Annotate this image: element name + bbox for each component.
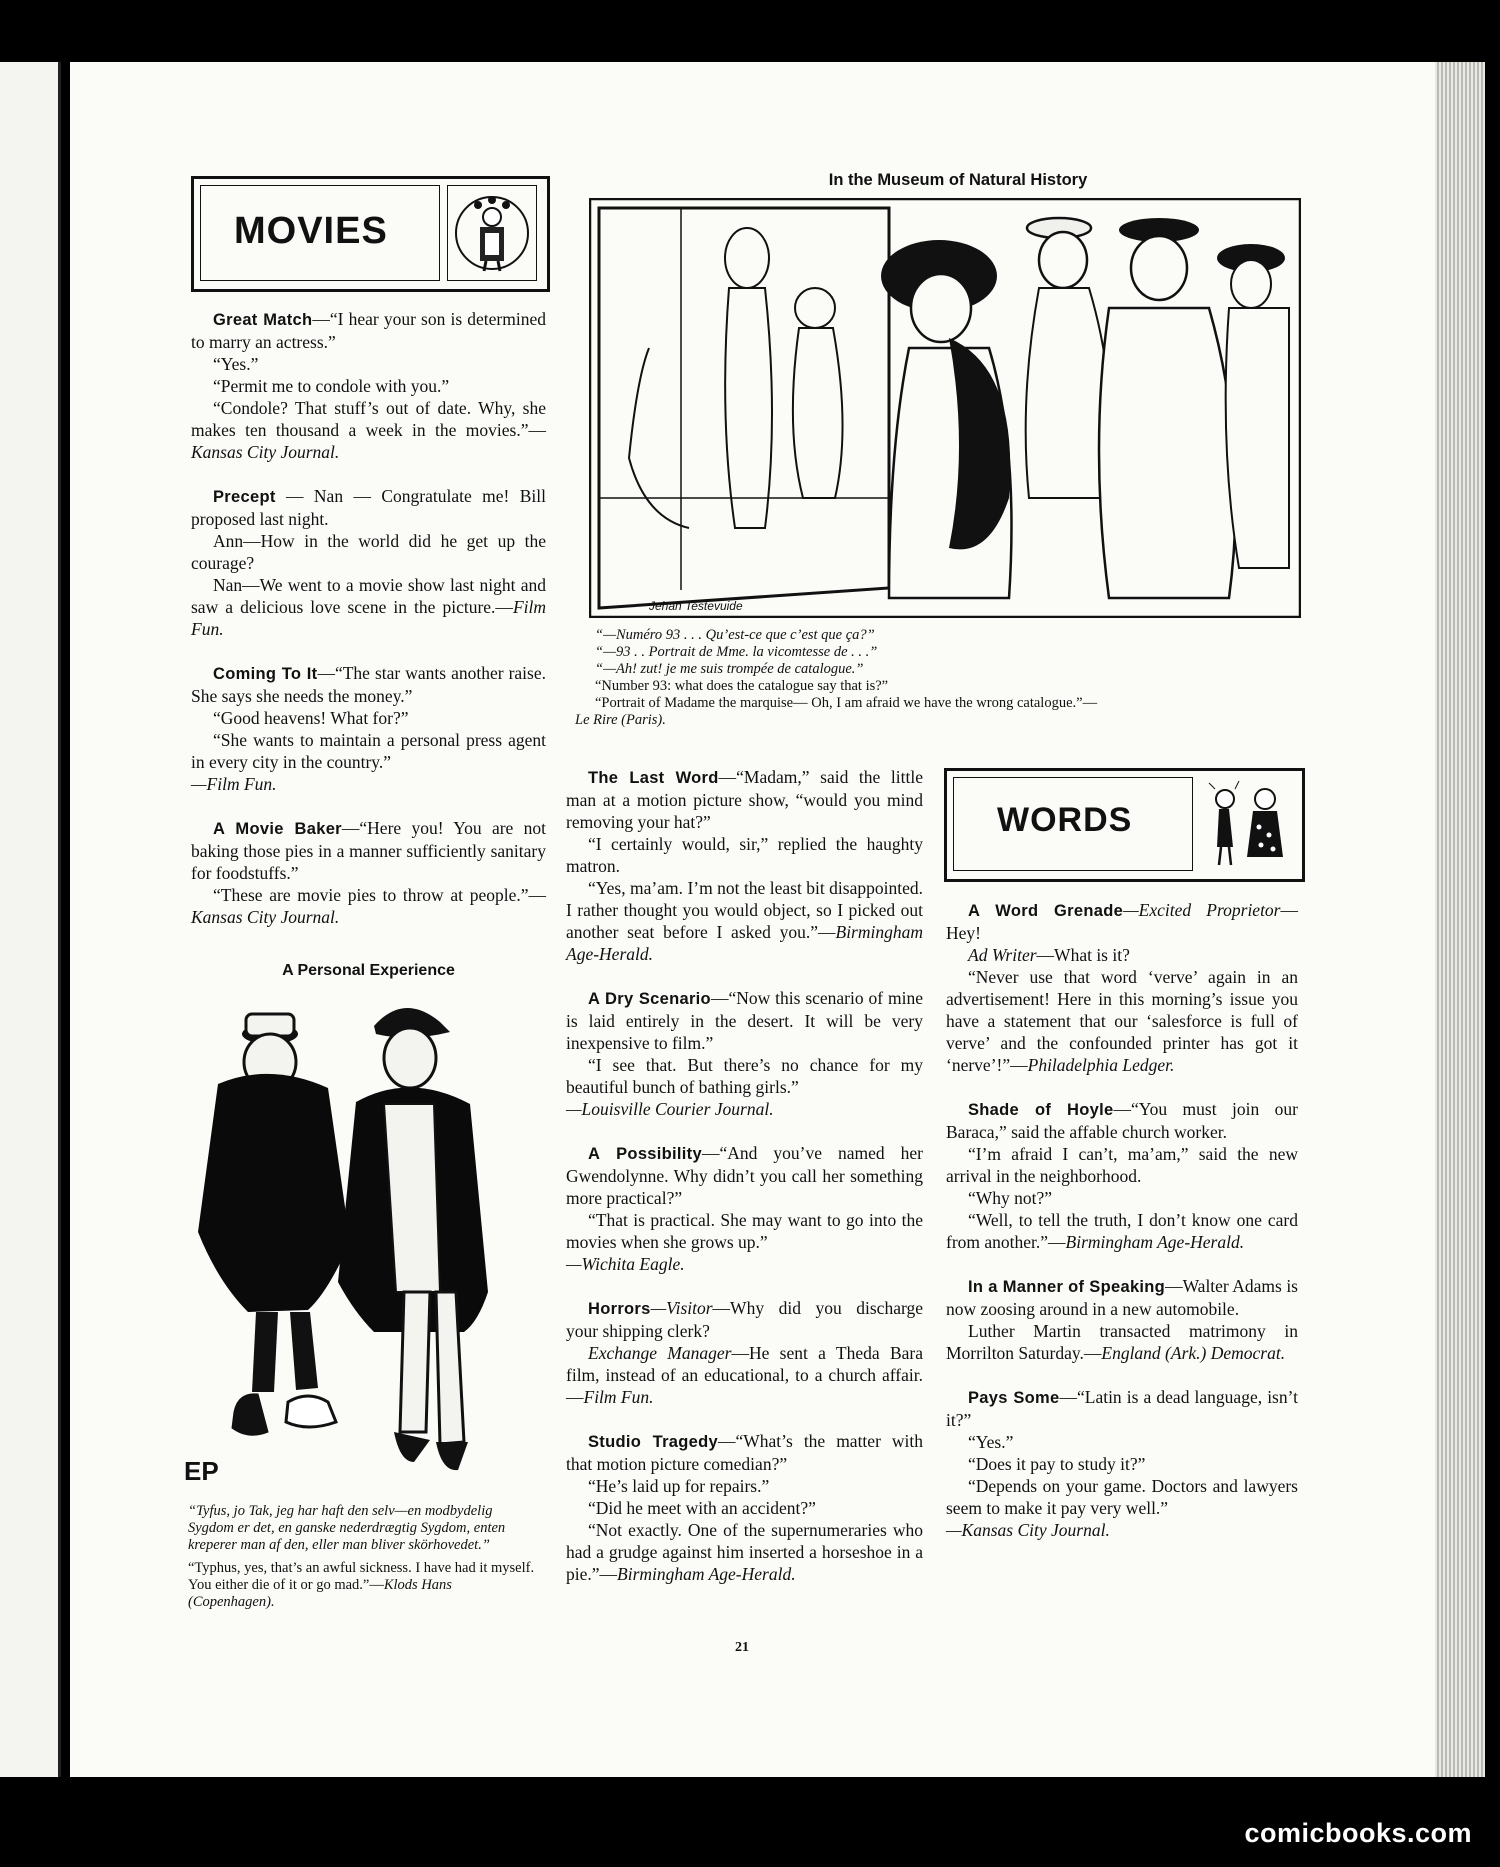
joke-pays-some: Pays Some—“Latin is a dead language, isn’t it?” “Yes.” “Does it pay to study it?” “Depends on your game. Doctors and lawyers seem to make it pay very well.” —Kansas City Journal. bbox=[946, 1387, 1298, 1540]
museum-caption: “—Numéro 93 . . . Qu’est-ce que c’est que ça?” “—93 . . Portrait de Mme. la vicomtesse de . . .” “—Ah! zut! je me suis trompée de catalogue.” “Number 93: what does the catalogue say that is?” “Portrait of Madame the marquise— Oh, I am afraid we have the wrong catalogue.”— Le Rire (Paris). bbox=[575, 627, 1098, 728]
movies-title: MOVIES bbox=[234, 210, 388, 252]
joke-coming-to-it: Coming To It—“The star wants another raise. She says she needs the money.” “Good heavens! What for?” “She wants to maintain a personal press agent in every city in the country.” —Film Fun. bbox=[191, 663, 546, 794]
joke-movie-baker: A Movie Baker—“Here you! You are not baking those pies in a manner sufficiently sanitary for foodstuffs.” “These are movie pies to throw at people.”—Kansas City Journal. bbox=[191, 818, 547, 927]
museum-cartoon-title: In the Museum of Natural History bbox=[828, 171, 1088, 189]
words-title: WORDS bbox=[997, 801, 1133, 839]
words-header-box bbox=[944, 768, 1305, 882]
museum-artist-signature: Jehan Testevuide bbox=[649, 599, 743, 613]
joke-last-word: The Last Word—“Madam,” said the little man at a motion picture show, “would you mind removing your hat?” “I certainly would, sir,” replied the haughty matron. “Yes, ma’am. I’m not the least bit disappointed. I rather thought you would object, so I picked out another seat before I asked you.”—Birmingham Age-Herald. bbox=[566, 767, 923, 964]
middle-column bbox=[566, 766, 923, 1607]
page-number: 21 bbox=[735, 1640, 749, 1655]
joke-studio-tragedy: Studio Tragedy—“What’s the matter with that motion picture comedian?” “He’s laid up for repairs.” “Did he meet with an accident?” “Not exactly. One of the supernumeraries who had a grudge against him inserted a horseshoe in a pie.”—Birmingham Age-Herald. bbox=[566, 1431, 923, 1584]
page-stack-edge bbox=[1435, 62, 1485, 1777]
museum-cartoon bbox=[589, 198, 1301, 618]
left-column bbox=[191, 308, 546, 942]
personal-experience-cartoon bbox=[178, 992, 553, 1492]
joke-possibility: A Possibility—“And you’ve named her Gwendolynne. Why didn’t you call her something more practical?” “That is practical. She may want to go into the movies when she grows up.” —Wichita Eagle. bbox=[566, 1143, 923, 1274]
words-figures-icon bbox=[1199, 777, 1295, 869]
movie-clown-icon bbox=[452, 189, 532, 277]
joke-manner-of-speaking: In a Manner of Speaking—Walter Adams is now zoosing around in a new automobile. Luther Martin transacted matrimony in Morrilton Saturday.—England (Ark.) Democrat. bbox=[946, 1276, 1298, 1363]
joke-precept: Precept — Nan — Congratulate me! Bill proposed last night. Ann—How in the world did he get up the courage? Nan—We went to a movie show last night and saw a delicious love scene in the picture.—Film Fun. bbox=[191, 486, 546, 639]
joke-shade-of-hoyle: Shade of Hoyle—“You must join our Baraca,” said the affable church worker. “I’m afraid I can’t, ma’am,” said the new arrival in the neighborhood. “Why not?” “Well, to tell the truth, I don’t know one card from another.”—Birmingham Age-Herald. bbox=[946, 1099, 1298, 1252]
joke-dry-scenario: A Dry Scenario—“Now this scenario of mine is laid entirely in the desert. It will be very inexpensive to film.” “I see that. But there’s no chance for my beautiful bunch of bathing girls.” —Louisville Courier Journal. bbox=[566, 988, 923, 1119]
left-page-edge bbox=[0, 62, 61, 1777]
joke-great-match: Great Match—“I hear your son is determined to marry an actress.” “Yes.” “Permit me to condole with you.” “Condole? That stuff’s out of date. Why, she makes ten thousand a week in the movies.”—Kansas City Journal. bbox=[191, 309, 546, 462]
right-column bbox=[946, 899, 1298, 1563]
personal-experience-caption: “Tyfus, jo Tak, jeg har haft den selv—en modbydelig Sygdom er det, en ganske nederdrægtig Sygdom, enten kreperer man af den, eller man bliver skörhovedet.” “Typhus, yes, that’s an awful sickness. I have had it myself. You either die of it or go mad.”—Klods Hans (Copenhagen). bbox=[188, 1503, 535, 1610]
site-watermark: comicbooks.com bbox=[1244, 1818, 1472, 1848]
joke-horrors: Horrors—Visitor—Why did you discharge your shipping clerk? Exchange Manager—He sent a Theda Bara film, instead of an educational, to a church affair.—Film Fun. bbox=[566, 1298, 923, 1407]
joke-word-grenade: A Word Grenade—Excited Proprietor—Hey! Ad Writer—What is it? “Never use that word ‘verve’ again in an advertisement! Here in this morning’s issue you have a statement that our ‘salesforce is full of verve’ and the confounded printer has got it ‘nerve’!”—Philadelphia Ledger. bbox=[946, 900, 1298, 1075]
artist-signature: EP bbox=[184, 1456, 219, 1486]
personal-experience-title: A Personal Experience bbox=[282, 962, 455, 979]
movies-header-box bbox=[191, 176, 550, 292]
